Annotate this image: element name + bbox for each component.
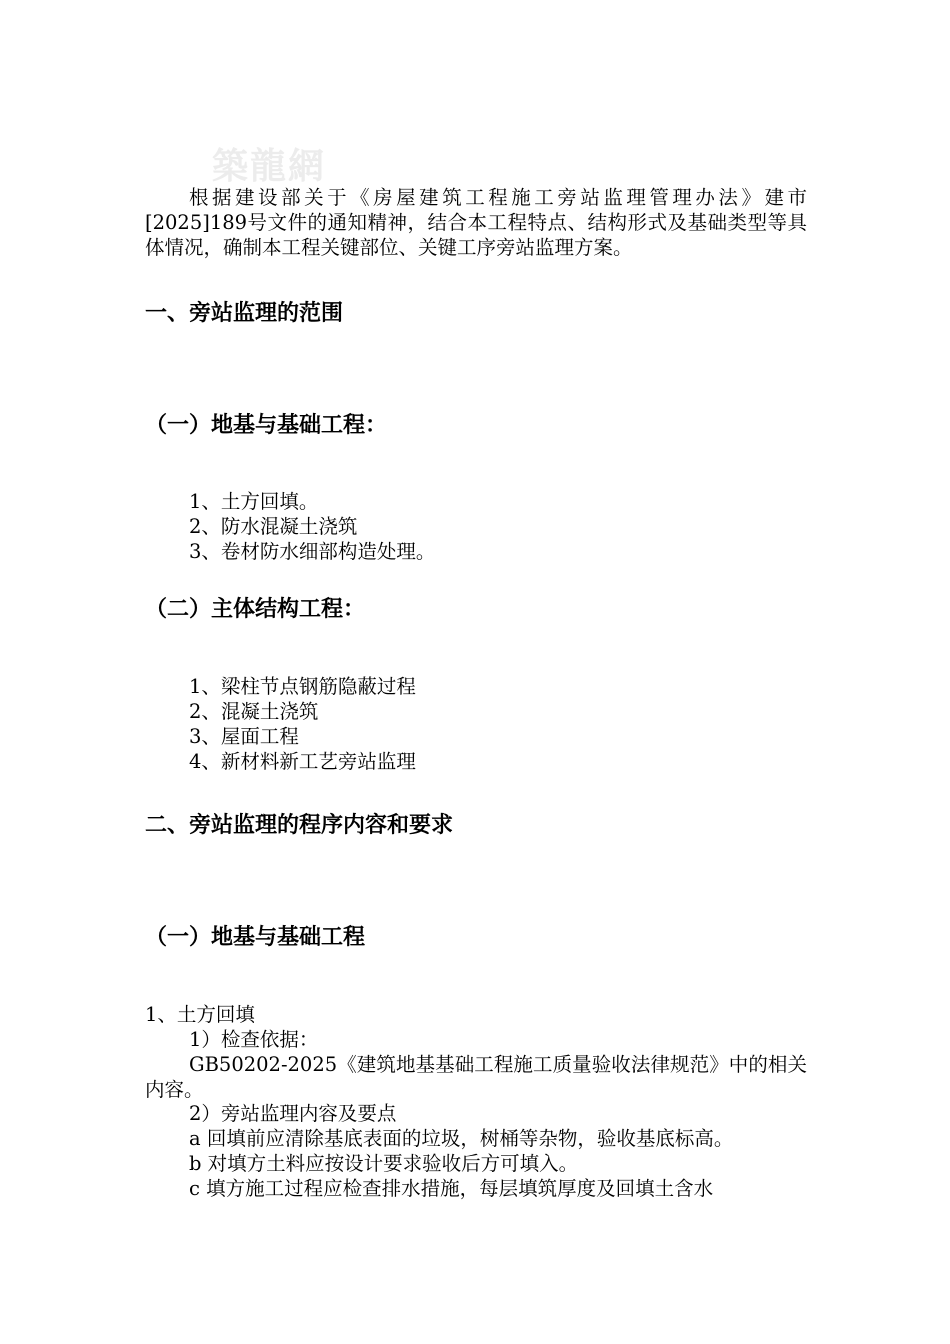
section-1-sub-1-heading: （一）地基与基础工程： xyxy=(145,413,388,438)
list-item: 1、土方回填。 xyxy=(189,490,319,513)
section-1-sub-1-list xyxy=(189,489,435,564)
point-item: a 回填前应清除基底表面的垃圾，树桶等杂物，验收基底标高。 xyxy=(189,1127,734,1150)
watermark: 築龍網 xyxy=(212,145,327,187)
basis-text: GB50202-2025《建筑地基基础工程施工质量验收法律规范》中的相关内容。 xyxy=(145,1053,807,1101)
list-item: 2、防水混凝土浇筑 xyxy=(189,515,358,538)
section-2-sub-1-heading: （一）地基与基础工程 xyxy=(145,925,366,950)
item-title: 1、土方回填 xyxy=(145,1003,255,1026)
section-2-heading: 二、旁站监理的程序内容和要求 xyxy=(145,813,454,838)
intro-paragraph: 根据建设部关于《房屋建筑工程施工旁站监理管理办法》建市[2025]189号文件的通知精神，结合本工程特点、结构形式及基础类型等具体情况，确制本工程关键部位、关键工序旁站监理方案。 xyxy=(145,186,807,259)
points-label: 2）旁站监理内容及要点 xyxy=(189,1102,397,1125)
list-item: 3、卷材防水细部构造处理。 xyxy=(189,540,436,563)
point-item: b 对填方土料应按设计要求验收后方可填入。 xyxy=(189,1152,579,1175)
section-1-sub-2-heading: （二）主体结构工程： xyxy=(145,597,366,622)
section-1-heading: 一、旁站监理的范围 xyxy=(145,301,344,326)
list-item: 3、屋面工程 xyxy=(189,725,299,748)
list-item: 4、新材料新工艺旁站监理 xyxy=(189,750,416,773)
list-item: 2、混凝土浇筑 xyxy=(189,700,319,723)
section-1-sub-2-list xyxy=(189,674,416,774)
point-item: c 填方施工过程应检查排水措施，每层填筑厚度及回填土含水 xyxy=(189,1177,714,1200)
list-item: 1、梁柱节点钢筋隐蔽过程 xyxy=(189,675,416,698)
basis-label: 1）检查依据： xyxy=(189,1028,319,1051)
